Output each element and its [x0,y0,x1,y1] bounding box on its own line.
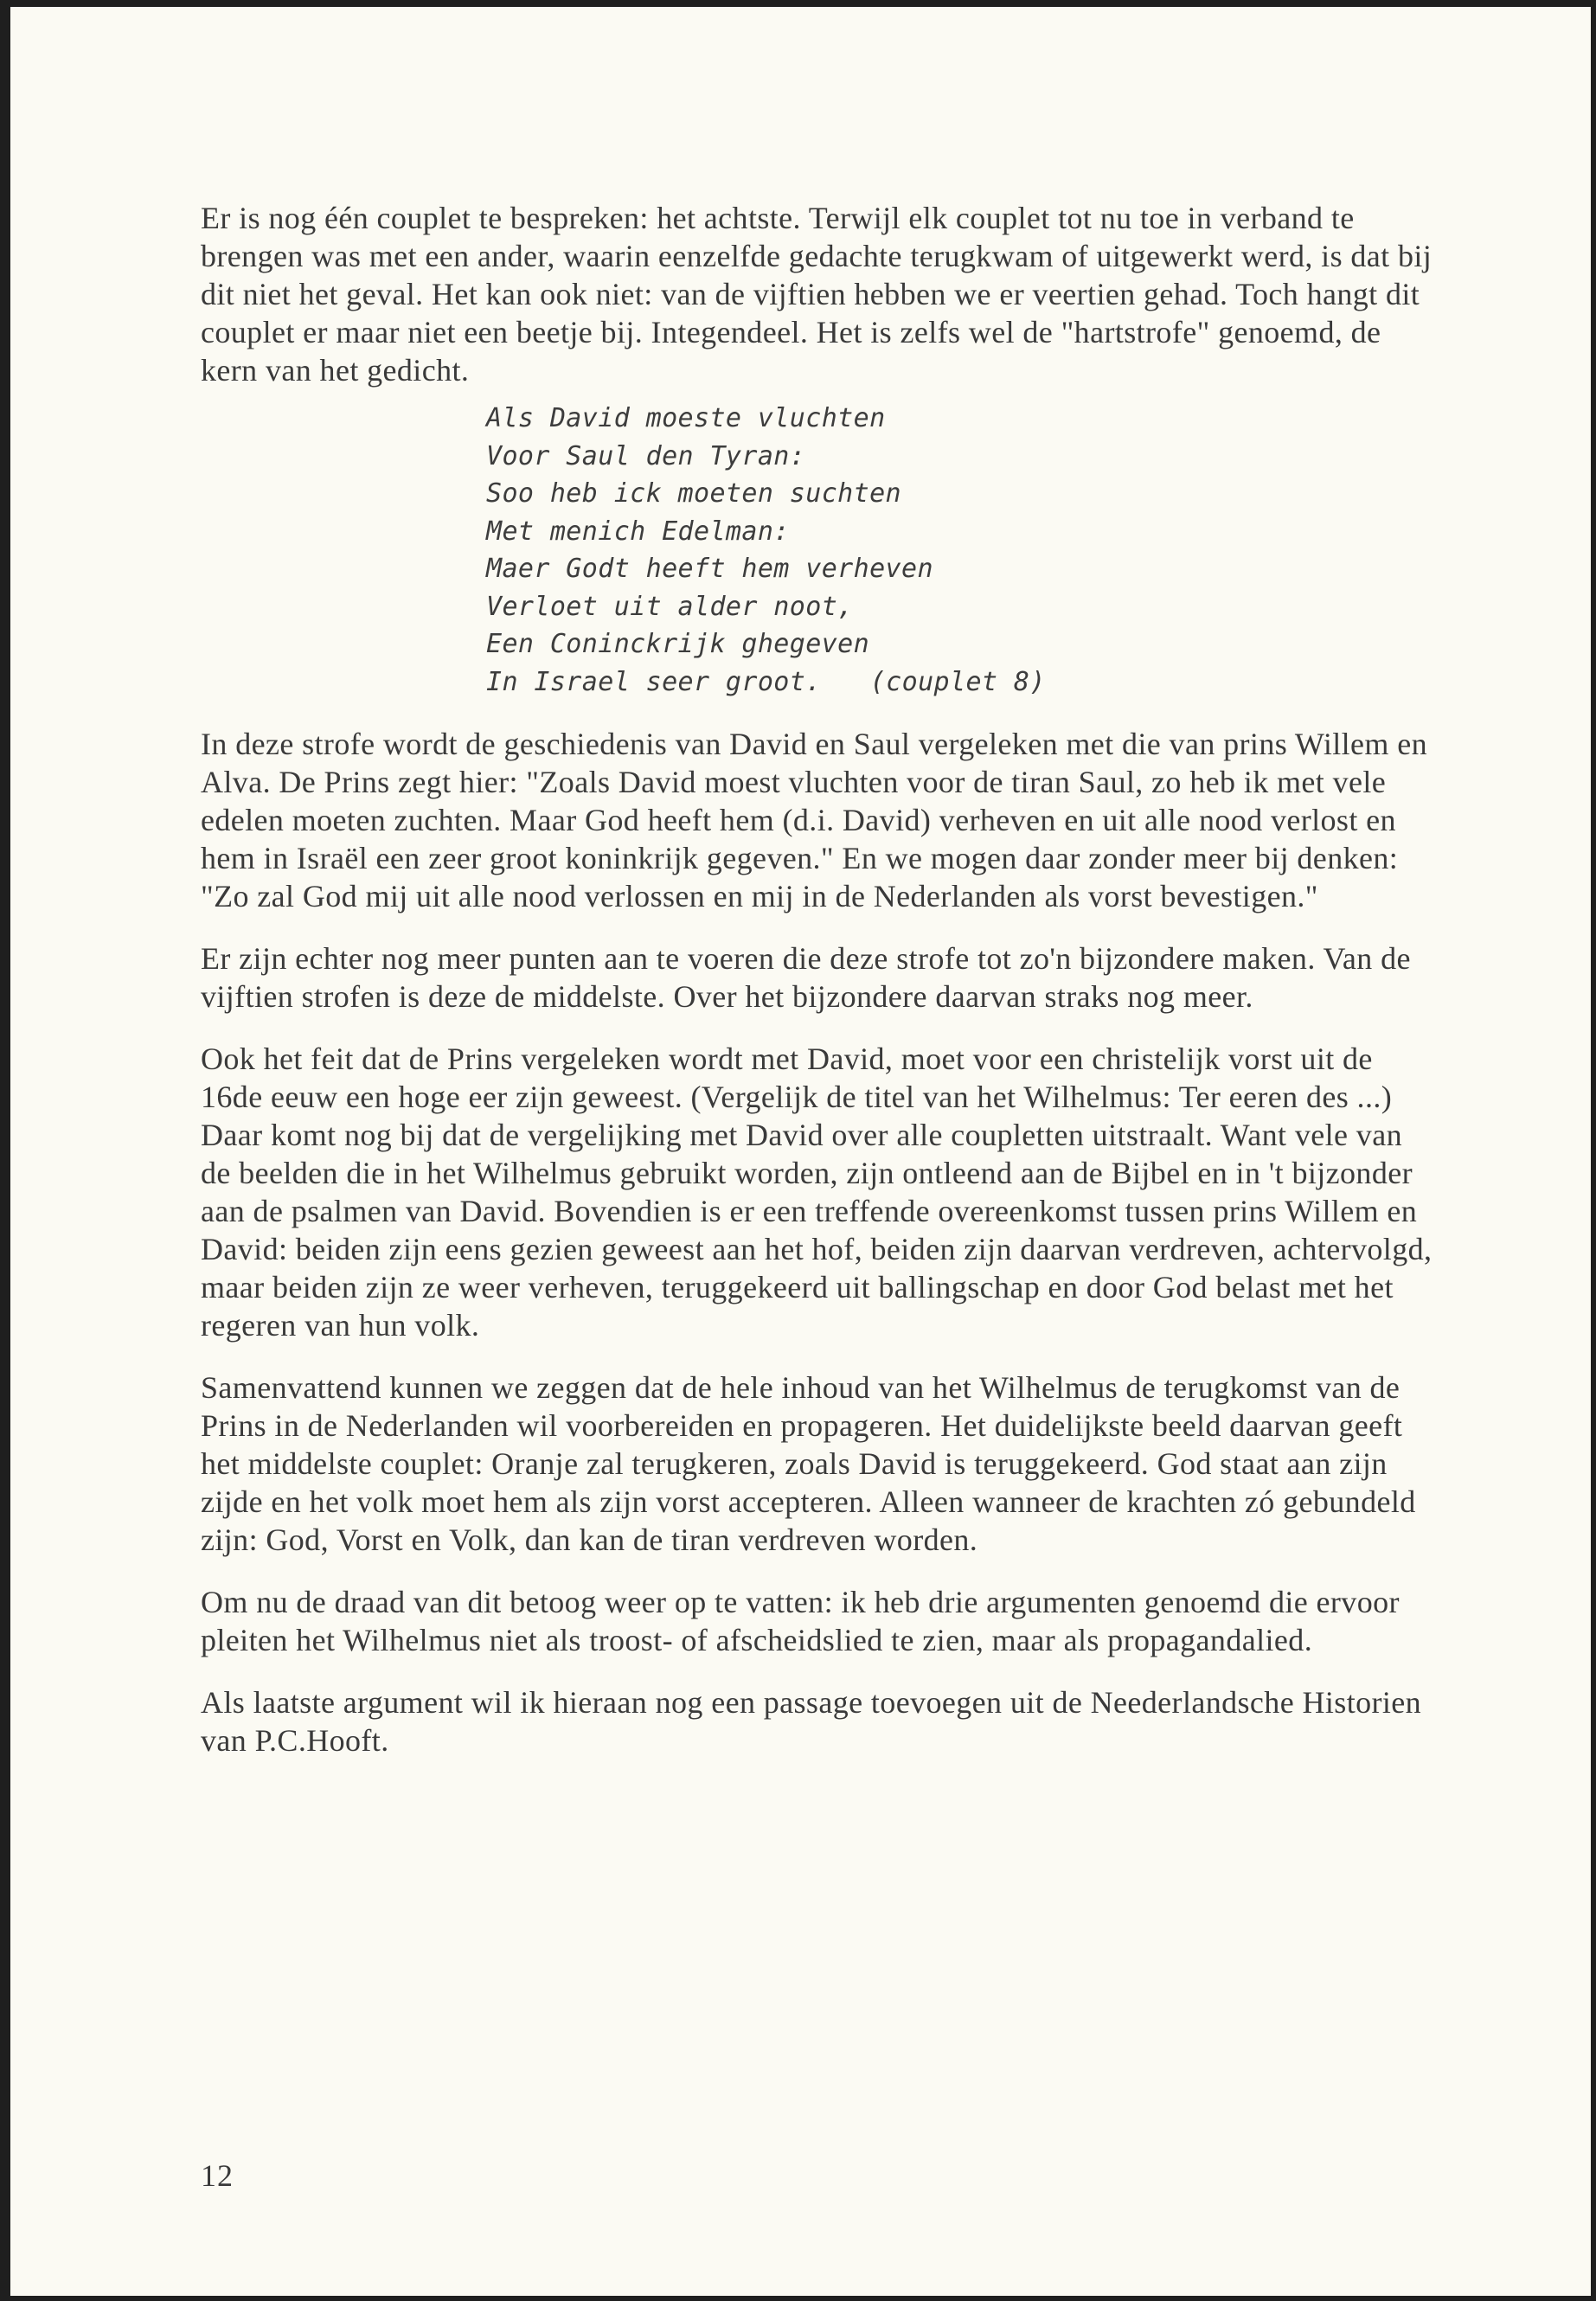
paragraph: Om nu de draad van dit betoog weer op te vatten: ik heb drie argumenten genoemd die ervoor pleiten het Wilhelmus niet als troost- of afscheidslied te zien, maar als propagandalied. [201,1585,1400,1657]
paragraph: Ook het feit dat de Prins vergeleken wordt met David, moet voor een christelijk vorst uit de 16de eeuw een hoge eer zijn geweest. (Vergelijk de titel van het Wilhelmus: Ter eeren des ...) Daar komt nog bij dat de vergelijking met David over alle coupletten uitstraalt. Want vele van de beelden die in het Wilhelmus gebruikt worden, zijn ontleend aan de Bijbel en in 't bijzonder aan de psalmen van David. Bovendien is er een treffende overeenkomst tussen prins Willem en David: beiden zijn eens gezien geweest aan het hof, beiden zijn daarvan verdreven, achtervolgd, maar beiden zijn ze weer verheven, teruggekeerd uit ballingschap en door God belast met het regeren van hun volk. [201,1042,1433,1343]
poem-line-text: In Israel seer groot. [486,666,822,697]
page-number: 12 [201,2158,234,2193]
paragraph: Als laatste argument wil ik hieraan nog een passage toevoegen uit de Neederlandsche Historien van P.C.Hooft. [201,1685,1422,1758]
paragraph: Er zijn echter nog meer punten aan te voeren die deze strofe tot zo'n bijzondere maken. Van de vijftien strofen is deze de middelste. Over het bijzondere daarvan straks nog meer. [201,941,1411,1014]
poem-last-line [486,663,1438,702]
paragraph-intro: Er is nog één couplet te bespreken: het achtste. Terwijl elk couplet tot nu toe in verband te brengen was met een ander, waarin eenzelfde gedachte terugkwam of uitgewerkt werd, is dat bij dit niet het geval. Het kan ook niet: van de vijftien hebben we er veertien gehad. Toch hangt dit couplet er maar niet een beetje bij. Integendeel. Het is zelfs wel de "hartstrofe" genoemd, de kern van het gedicht. [201,201,1433,388]
poem-line: Soo heb ick moeten suchten [486,478,901,509]
poem-line: Als David moeste vluchten [486,403,886,433]
body-text [201,199,1438,1784]
poem-line: Maer Godt heeft hem verheven [486,554,933,584]
paragraph: In deze strofe wordt de geschiedenis van David en Saul vergeleken met die van prins Willem en Alva. De Prins zegt hier: "Zoals David moest vluchten voor de tiran Saul, zo heb ik met vele edelen moeten zuchten. Maar God heeft hem (d.i. David) verheven en uit alle nood verlost en hem in Israël een zeer groot koninkrijk gegeven." En we mogen daar zonder meer bij denken: "Zo zal God mij uit alle nood verlossen en mij in de Nederlanden als vorst bevestigen." [201,727,1427,913]
poem-reference: (couplet 8) [869,666,1046,697]
poem-quote [486,400,1438,701]
poem-line: Met menich Edelman: [486,516,790,547]
document-page [10,7,1591,2296]
poem-line: Verloet uit alder noot, [486,591,854,622]
poem-line: Voor Saul den Tyran: [486,440,806,471]
poem-line: Een Coninckrijk ghegeven [486,629,870,659]
paragraph: Samenvattend kunnen we zeggen dat de hele inhoud van het Wilhelmus de terugkomst van de Prins in de Nederlanden wil voorbereiden en propageren. Het duidelijkste beeld daarvan geeft het middelste couplet: Oranje zal terugkeren, zoals David is teruggekeerd. God staat aan zijn zijde en het volk moet hem als zijn vorst accepteren. Alleen wanneer de krachten zó gebundeld zijn: God, Vorst en Volk, dan kan de tiran verdreven worden. [201,1370,1416,1557]
